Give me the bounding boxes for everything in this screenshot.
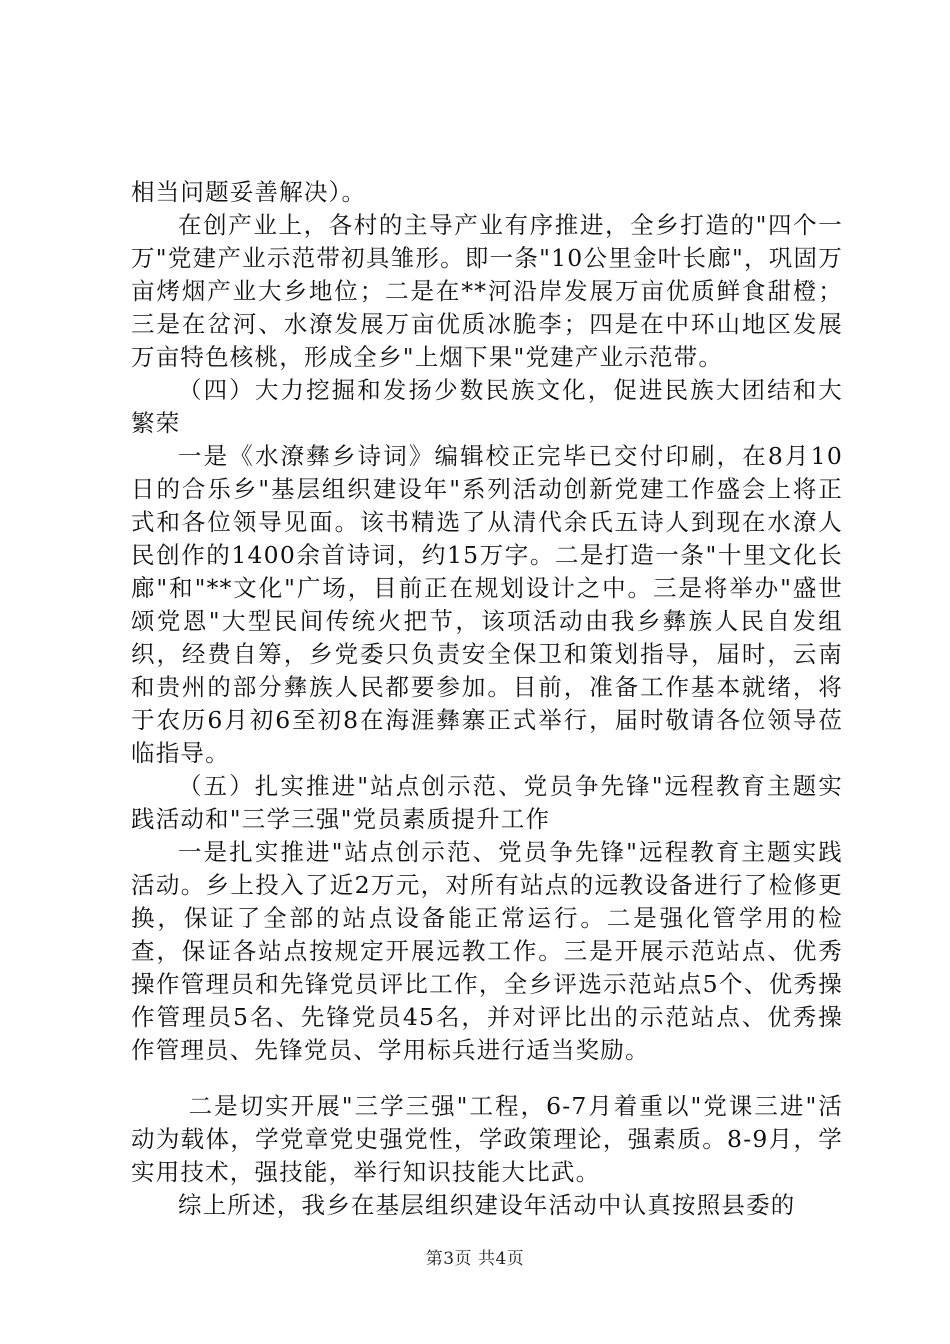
section-heading-5: （五）扎实推进"站点创示范、党员争先锋"远程教育主题实践活动和"三学三强"党员素质提升工作 bbox=[131, 772, 843, 833]
paragraph-culture: 一是《水潦彝乡诗词》编辑校正完毕已交付印刷，在8月10日的合乐乡"基层组织建设年"系列活动创新党建工作盛会上将正式和各位领导见面。该书精选了从清代余氏五诗人到现在水潦人民创作的1400余首诗词，约15万字。二是打造一条"十里文化长廊"和"**文化"广场，目前正在规划设计之中。三是将举办"盛世颂党恩"大型民间传统火把节，该项活动由我乡彝族人民自发组织，经费自筹，乡党委只负责安全保卫和策划指导，届时，云南和贵州的部分彝族人民都要参加。目前，准备工作基本就绪，将于农历6月初6至初8在海涯彝寨正式举行，届时敬请各位领导莅临指导。 bbox=[131, 442, 843, 767]
document-body bbox=[131, 176, 843, 1222]
page-footer: 第3页 共4页 bbox=[425, 1249, 525, 1269]
paragraph-remote-education: 一是扎实推进"站点创示范、党员争先锋"远程教育主题实践活动。乡上投入了近2万元，对所有站点的远教设备进行了检修更换，保证了全部的站点设备能正常运行。二是强化管学用的检查，保证各站点按规定开展远教工作。三是开展示范站点、优秀操作管理员和先锋党员评比工作，全乡评选示范站点5个、优秀操作管理员5名、先锋党员45名，并对评比出的示范站点、优秀操作管理员、先锋党员、学用标兵进行适当奖励。 bbox=[131, 838, 843, 1064]
paragraph-continuation: 相当问题妥善解决）。 bbox=[131, 178, 367, 206]
paragraph-summary: 综上所述，我乡在基层组织建设年活动中认真按照县委的 bbox=[178, 1191, 796, 1219]
section-heading-4: （四）大力挖掘和发扬少数民族文化，促进民族大团结和大繁荣 bbox=[131, 376, 843, 437]
paragraph-three-learn: 二是切实开展"三学三强"工程，6-7月着重以"党课三进"活动为载体，学党章党史强党性，学政策理论，强素质。8-9月，学实用技术，强技能，举行知识技能大比武。 bbox=[131, 1092, 843, 1186]
paragraph-industry: 在创产业上，各村的主导产业有序推进，全乡打造的"四个一万"党建产业示范带初具雏形。即一条"10公里金叶长廊"，巩固万亩烤烟产业大乡地位；二是在**河沿岸发展万亩优质鲜食甜橙；三是在岔河、水潦发展万亩优质冰脆李；四是在中环山地区发展万亩特色核桃，形成全乡"上烟下果"党建产业示范带。 bbox=[131, 211, 843, 371]
